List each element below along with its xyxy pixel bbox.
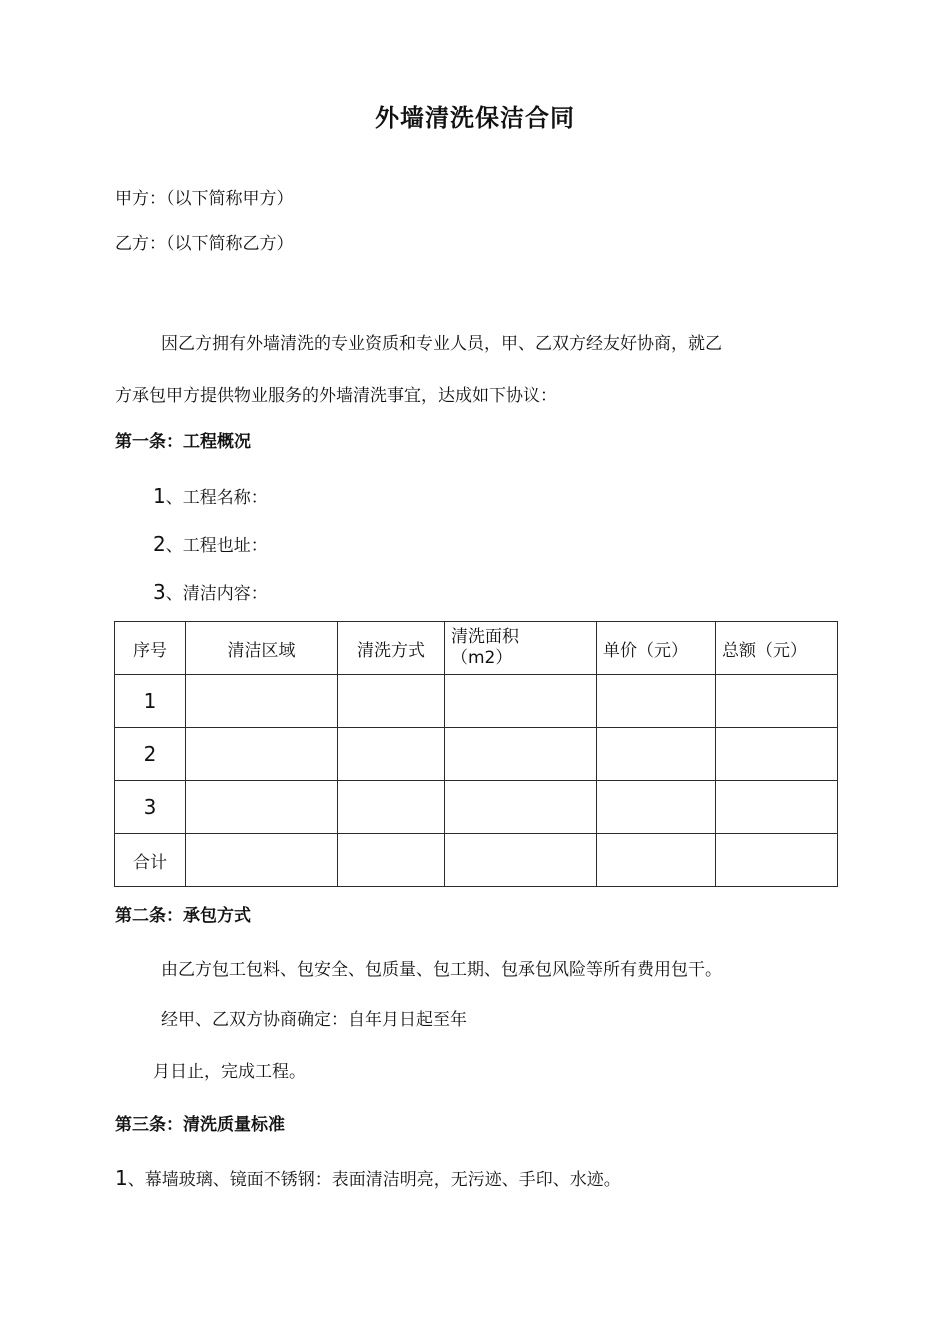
size-header-line1: 清洗面积 xyxy=(451,627,519,647)
row-total xyxy=(716,728,838,781)
unit-price-header: 单价（元） xyxy=(597,622,716,675)
row-method xyxy=(338,728,445,781)
table-row xyxy=(115,675,838,728)
seq-header: 序号 xyxy=(115,622,186,675)
row-area xyxy=(186,781,338,834)
item-number: 1 xyxy=(115,1166,128,1190)
project-address-line xyxy=(153,532,268,558)
item-number: 1 xyxy=(153,484,166,508)
project-address-label: 、工程也址： xyxy=(165,536,268,556)
contract-period-line-1: 经甲、乙双方协商确定：自年月日起至年 xyxy=(161,1010,467,1030)
item-number: 2 xyxy=(153,532,166,556)
table-row xyxy=(115,728,838,781)
item-number: 3 xyxy=(153,580,166,604)
row-total xyxy=(716,675,838,728)
article3-heading: 第三条：清洗质量标准 xyxy=(115,1115,285,1135)
row-size xyxy=(445,834,597,887)
row-unit-price xyxy=(597,675,716,728)
row-method xyxy=(338,781,445,834)
cleaning-content-line xyxy=(153,580,268,606)
row-area xyxy=(186,834,338,887)
contract-mode-line: 由乙方包工包料、包安全、包质量、包工期、包承包风险等所有费用包干。 xyxy=(161,960,722,980)
cleaning-content-table xyxy=(114,621,838,887)
row-method xyxy=(338,675,445,728)
cleaning-content-label: 、清洁内容： xyxy=(165,584,268,604)
table-header-row xyxy=(115,622,838,675)
row-area xyxy=(186,675,338,728)
article1-heading: 第一条：工程概况 xyxy=(115,432,251,452)
contract-title: 外墙清洗保洁合同 xyxy=(375,104,575,132)
row-seq: 合计 xyxy=(115,834,186,887)
intro-line-2: 方承包甲方提供物业服务的外墙清洗事宜，达成如下协议： xyxy=(115,386,557,406)
size-header-line2: （m2） xyxy=(451,648,513,668)
row-total xyxy=(716,781,838,834)
project-name-label: 、工程名称： xyxy=(165,488,268,508)
row-area xyxy=(186,728,338,781)
row-unit-price xyxy=(597,781,716,834)
table-total-row xyxy=(115,834,838,887)
row-unit-price xyxy=(597,728,716,781)
row-seq: 1 xyxy=(115,675,186,728)
table-row xyxy=(115,781,838,834)
row-size xyxy=(445,728,597,781)
area-header: 清洁区域 xyxy=(186,622,338,675)
total-header: 总额（元） xyxy=(716,622,838,675)
row-method xyxy=(338,834,445,887)
contract-period-line-2: 月日止，完成工程。 xyxy=(153,1062,306,1082)
row-size xyxy=(445,675,597,728)
row-seq: 3 xyxy=(115,781,186,834)
size-header xyxy=(445,622,597,675)
row-unit-price xyxy=(597,834,716,887)
method-header: 清洗方式 xyxy=(338,622,445,675)
row-seq: 2 xyxy=(115,728,186,781)
party-b-line: 乙方：（以下简称乙方） xyxy=(115,234,294,254)
intro-line-1: 因乙方拥有外墙清洗的专业资质和专业人员，甲、乙双方经友好协商，就乙 xyxy=(161,334,722,354)
article2-heading: 第二条：承包方式 xyxy=(115,906,251,926)
quality-standard-text: 、幕墙玻璃、镜面不锈钢：表面清洁明亮，无污迹、手印、水迹。 xyxy=(127,1170,621,1190)
quality-standard-line xyxy=(115,1166,621,1192)
party-a-line: 甲方：（以下简称甲方） xyxy=(115,189,294,209)
row-size xyxy=(445,781,597,834)
project-name-line xyxy=(153,484,268,510)
row-total xyxy=(716,834,838,887)
